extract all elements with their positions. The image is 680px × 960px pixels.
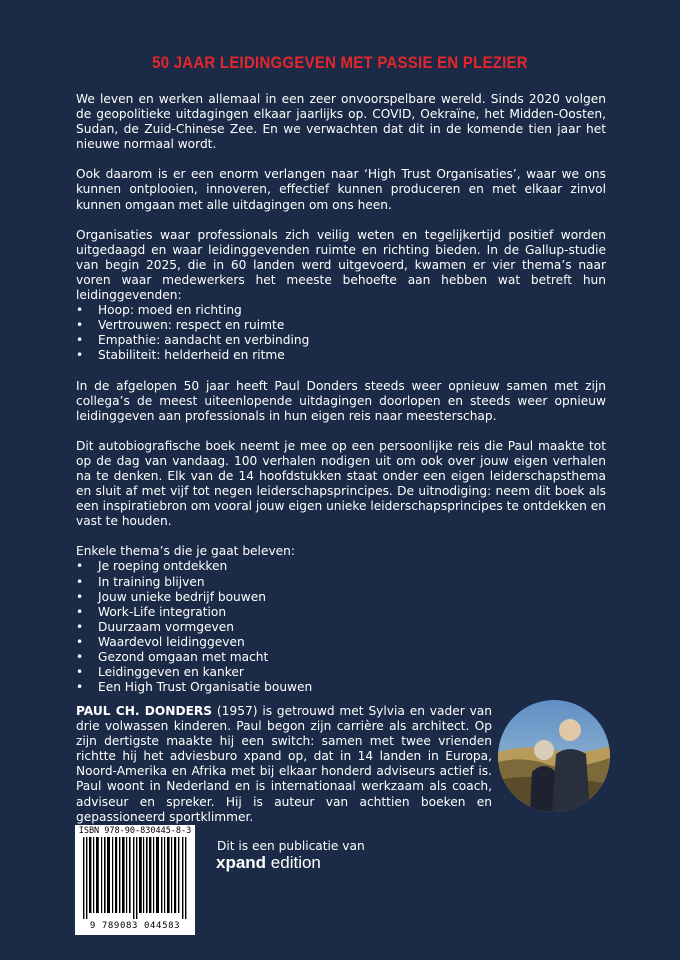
paragraph-themes-intro: Enkele thema’s die je gaat beleven: — [76, 544, 295, 559]
barcode-digits: 9 789083 044583 — [89, 921, 181, 931]
needs-list — [76, 303, 606, 363]
list-item: • Work-Life integration — [76, 605, 606, 620]
list-item: • Een High Trust Organisatie bouwen — [76, 680, 606, 695]
list-item: • Gezond omgaan met macht — [76, 650, 606, 665]
paragraph-gallup: Organisaties waar professionals zich veilig weten en tegelijkertijd positief worden uitgedaagd en waar leidinggevenden ruimte en richting bieden. In de Gallup-studie van begin 2025, die in 60 landen werd uitgevoerd, kwamen er vier thema’s naar voren waar medewerkers het meeste behoefte aan hebben wat betreft hun leidinggevenden: — [76, 227, 606, 303]
list-item: • Stabiliteit: helderheid en ritme — [76, 348, 606, 363]
author-bio — [76, 704, 492, 825]
author-photo — [498, 700, 610, 812]
list-item: • Vertrouwen: respect en ruimte — [76, 318, 606, 333]
publisher-logo-bold: xpand — [216, 853, 267, 872]
author-name: PAUL CH. DONDERS — [76, 704, 213, 718]
list-item: • Waardevol leidinggeven — [76, 635, 606, 650]
barcode — [75, 825, 195, 935]
isbn-label: ISBN 978-90-830445-8-3 — [78, 826, 192, 836]
back-cover-title: 50 JAAR LEIDINGGEVEN MET PASSIE EN PLEZIER — [152, 53, 528, 72]
list-item: • In training blijven — [76, 575, 606, 590]
paragraph-fifty-years: In de afgelopen 50 jaar heeft Paul Donders steeds weer opnieuw samen met zijn collega’s de meest uiteenlopende uitdagingen doorlopen en steeds weer opnieuw leidinggeven aan professionals in hun eigen reis naar meesterschap. — [76, 378, 606, 423]
themes-list — [76, 559, 606, 695]
publisher-logo — [216, 853, 321, 873]
list-item: • Jouw unieke bedrijf bouwen — [76, 590, 606, 605]
list-item: • Empathie: aandacht en verbinding — [76, 333, 606, 348]
paragraph-high-trust: Ook daarom is er een enorm verlangen naar ‘High Trust Organisaties’, waar we ons kunnen ontplooien, innoveren, effectief kunnen produceren en met elkaar zinvol kunnen omgaan met alle uitdagingen om ons heen. — [76, 167, 606, 212]
list-item: • Je roeping ontdekken — [76, 559, 606, 574]
paragraph-autobiography: Dit autobiografische boek neemt je mee op een persoonlijke reis die Paul maakte tot op de dag van vandaag. 100 verhalen nodigen uit om ook over jouw eigen verhalen na te denken. Elk van de 14 hoofdstukken staat onder een eigen leiderschapsthema en sluit af met vijf tot negen leiderschapsprincipes. De uitnodiging: neem dit boek als een inspiratiebron om vooral jouw eigen unieke leiderschapsprincipes te ontdekken en vast te houden. — [76, 438, 606, 529]
list-item: • Leidinggeven en kanker — [76, 665, 606, 680]
author-bio-text: (1957) is getrouwd met Sylvia en vader van drie volwassen kinderen. Paul begon zijn carrière als architect. Op zijn dertigste maakte hij een switch: samen met twee vrienden richtte hij het adviesburo xpand op, dat in 14 landen in Europa, Noord-Amerika en Afrika met bij elkaar honderd adviseurs actief is. Paul woont in Nederland en is internationaal werkzaam als coach, adviseur en spreker. Hij is auteur van achttien boeken en gepassioneerd sportklimmer. — [76, 704, 492, 824]
barcode-bars — [81, 837, 189, 919]
list-item: • Hoop: moed en richting — [76, 303, 606, 318]
publisher-note: Dit is een publicatie van — [217, 839, 365, 853]
publisher-logo-regular: edition — [266, 853, 321, 872]
list-item: • Duurzaam vormgeven — [76, 620, 606, 635]
blurb — [76, 92, 606, 710]
paragraph-intro: We leven en werken allemaal in een zeer onvoorspelbare wereld. Sinds 2020 volgen de geopolitieke uitdagingen elkaar jaarlijks op. COVID, Oekraïne, het Midden-Oosten, Sudan, de Zuid-Chinese Zee. En we verwachten dat dit in de komende tien jaar het nieuwe normaal wordt. — [76, 92, 606, 152]
